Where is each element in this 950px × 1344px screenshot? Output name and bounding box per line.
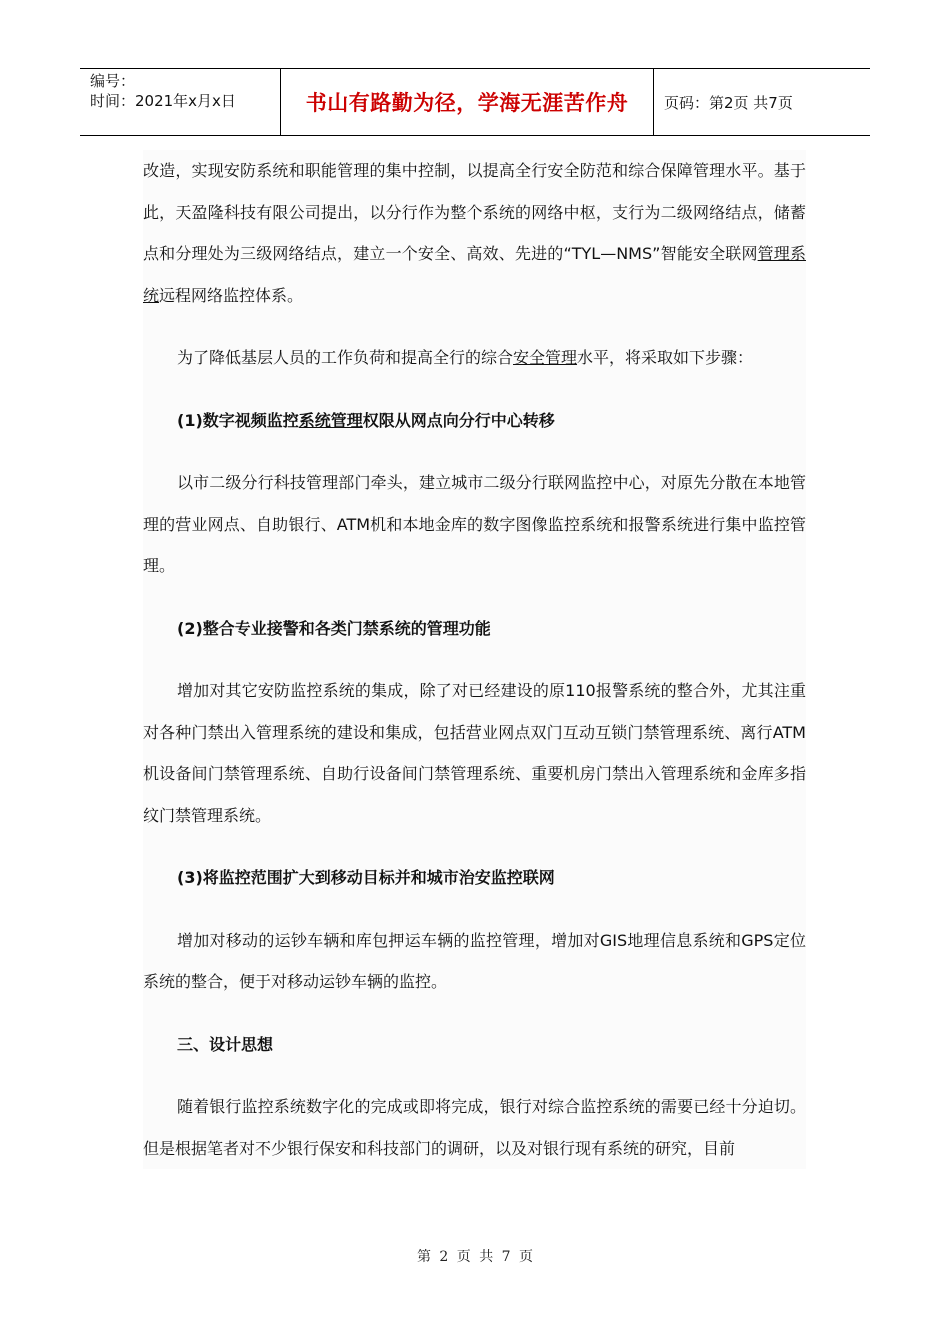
motto-text: 书山有路勤为径，学海无涯苦作舟 (305, 91, 629, 115)
paragraph-text: 改造，实现安防系统和职能管理的集中控制，以提高全行安全防范和综合保障管理水平。基于此，天盈隆科技有限公司提出，以分行作为整个系统的网络中枢，支行为二级网络结点，储蓄点和分理处为三级网络结点，建立一个安全、高效、先进的“TYL—NMS”智能安全联网 (143, 161, 806, 263)
paragraph: 以市二级分行科技管理部门牵头，建立城市二级分行联网监控中心，对原先分散在本地管理的营业网点、自助银行、ATM机和本地金库的数字图像监控系统和报警系统进行集中监控管理。 (143, 473, 806, 575)
page-info: 页码：第2页 共7页 (664, 93, 793, 112)
paragraph (143, 337, 806, 379)
paragraph-text: 远程网络监控体系。 (159, 285, 304, 305)
document-body (143, 150, 806, 1169)
paragraph (143, 150, 806, 316)
paragraph-text: 为了降低基层人员的工作负荷和提高全行的综合 (177, 348, 514, 367)
paragraph: 随着银行监控系统数字化的完成或即将完成，银行对综合监控系统的需要已经十分迫切。但是根据笔者对不少银行保安和科技部门的调研，以及对银行现有系统的研究，目前 (143, 1097, 806, 1158)
paragraph-text: 水平，将采取如下步骤： (577, 348, 754, 367)
header-meta-cell (80, 69, 281, 135)
section-heading: 三、设计思想 (177, 1034, 274, 1054)
section-heading (143, 400, 806, 442)
header-page-cell (654, 69, 870, 135)
header-table (80, 68, 870, 136)
page-footer: 第 2 页 共 7 页 (416, 1249, 534, 1265)
section-heading: (3)将监控范围扩大到移动目标并和城市治安监控联网 (177, 868, 555, 887)
paragraph: 增加对移动的运钞车辆和库包押运车辆的监控管理，增加对GIS地理信息系统和GPS定位系统的整合，便于对移动运钞车辆的监控。 (143, 930, 806, 991)
system-management-link[interactable]: 系统管理 (298, 410, 363, 430)
date-label: 时间：2021年x月x日 (90, 92, 236, 110)
heading-text: (1)数字视频监控 (177, 410, 299, 430)
paragraph: 增加对其它安防监控系统的集成，除了对已经建设的原110报警系统的整合外，尤其注重对各种门禁出入管理系统的建设和集成，包括营业网点双门互动互锁门禁管理系统、离行ATM机设备间门禁管理系统、自助行设备间门禁管理系统、重要机房门禁出入管理系统和金库多指纹门禁管理系统。 (143, 681, 806, 825)
security-management-link[interactable]: 安全管理 (513, 348, 578, 367)
section-heading: (2)整合专业接警和各类门禁系统的管理功能 (177, 618, 491, 638)
header-motto-cell (281, 69, 654, 135)
serial-label: 编号： (90, 72, 136, 90)
heading-text: 权限从网点向分行中心转移 (362, 410, 555, 430)
management-system-link[interactable]: 管理系统 (143, 244, 806, 305)
